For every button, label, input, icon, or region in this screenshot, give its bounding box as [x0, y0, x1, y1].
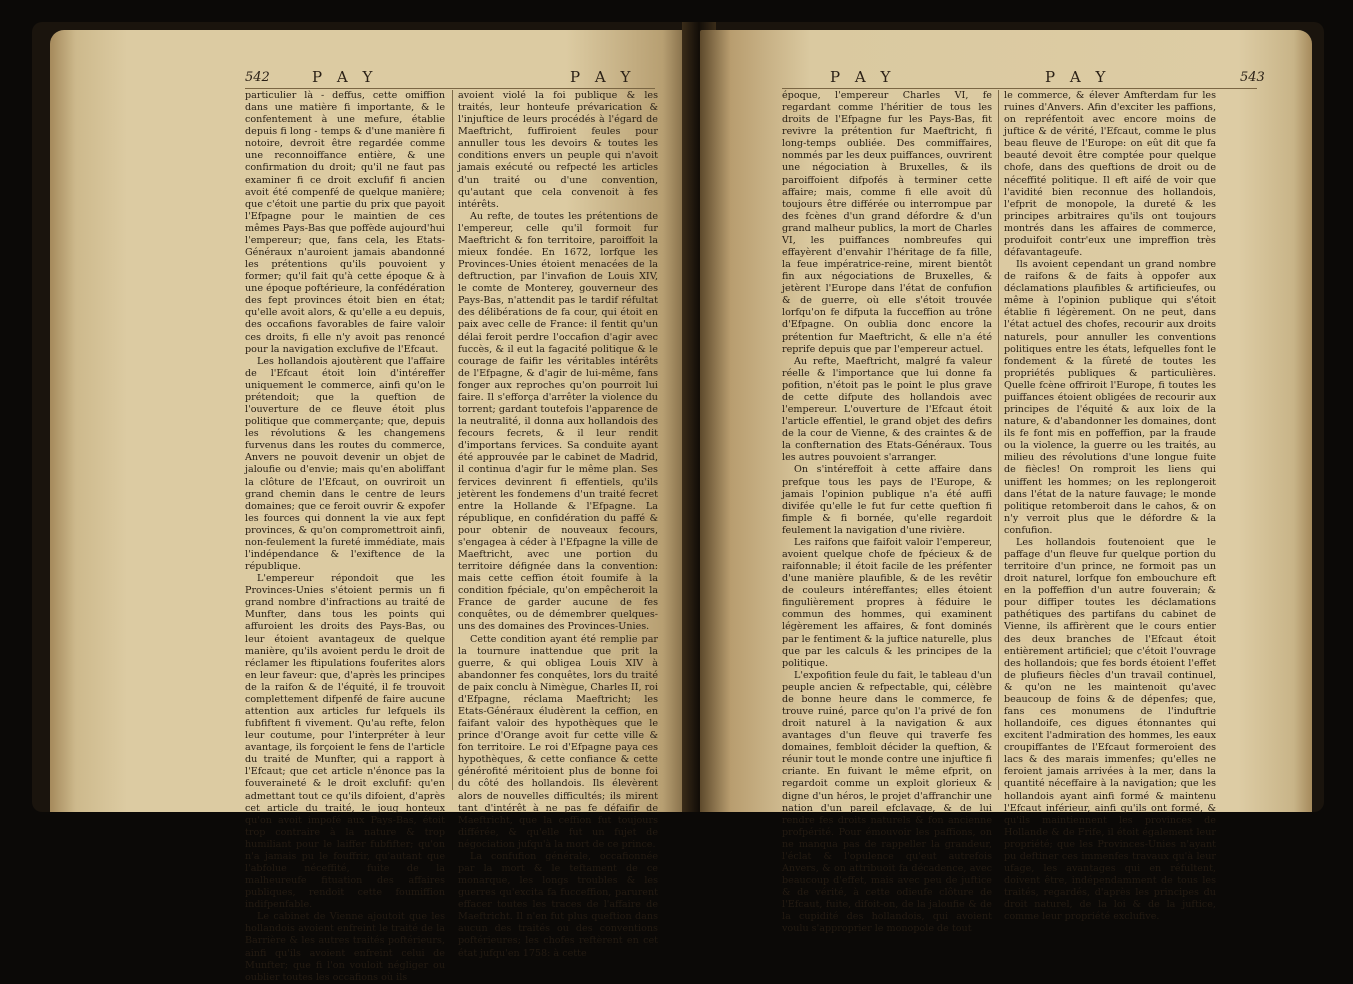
running-head: P A Y	[1045, 68, 1111, 86]
paragraph: On s'intéreffoit à cette affaire dans prefque tous les pays de l'Europe, & jamais l'opinion publique n'a été auffi divifée qu'elle le fut fur cette queftion fi fimple & fi bornée, qu'elle regardoit feulement la navigation d'une rivière.	[782, 464, 992, 536]
paragraph: avoient violé la foi publique & les traités, leur honteufe prévarication & l'injuftice de leurs procédés à l'égard de Maeftricht, fuffiroient feules pour annuller tous les devoirs & toutes les conditions envers un peuple qui n'avoit jamais exécuté ou refpecté les articles d'un traité ou d'une convention, qu'autant que cela convenoit à fes intérêts.	[458, 90, 658, 210]
paragraph: Les hollandois ajoutèrent que l'affaire de l'Efcaut étoit loin d'intéreffer uniquement le commerce, ainfi qu'on le prétendoit; que la queftion de l'ouverture de ce fleuve étoit plus politique que commerçante; que, depuis les révolutions & les changemens furvenus dans les routes du commerce, Anvers ne pouvoit devenir un objet de jaloufie ou d'envie; mais qu'en aboliffant la clôture de l'Efcaut, on ouvriroit un grand chemin dans le centre de leurs domaines; que ce feroit ouvrir & expofer les fources qui donnent la vie aux fept provinces, & qu'on compromettroit ainfi, non-feulement la fureté immédiate, mais l'indépendance & l'exiftence de la république.	[245, 355, 445, 573]
page-number: 543	[1240, 70, 1265, 85]
paragraph: L'empereur répondoit que les Provinces-Unies s'étoient permis un fi grand nombre d'infractions au traité de Munfter, dans tous les points qui affuroient les droits des Pays-Bas, ou leur étoient avantageux de quelque manière, qu'ils avoient perdu le droit de réclamer les ftipulations fouferites alors en leur faveur: que, d'après les principes de la raifon & de l'équité, il fe trouvoit complettement difpenfé de faire aucune attention aux articles fur lefquels ils fubfiftent fi vivement. Qu'au refte, felon leur coutume, pour l'interpréter à leur avantage, ils forçoient le fens de l'article du traité de Munfter, qui a rapport à l'Efcaut; que cet article n'énonce pas la fouveraineté & le droit exclufif: qu'en admettant tout ce qu'ils difoient, d'après cet article du traité, le joug honteux qu'on avoit impofé aux Pays-Bas, étoit trop contraire à la nature & trop humiliant pour le laiffer fubfifter; qu'on n'a jamais pu le fouffrir, qu'autant que l'abfolue néceffité, fuite de la malheureufe fituation des affaires publiques, rendoit cette foumiffion indifpenfable.	[245, 573, 445, 911]
text-column	[245, 90, 445, 983]
text-column	[1004, 90, 1216, 923]
column-rule	[452, 90, 453, 790]
paragraph: L'expofition feule du fait, le tableau d'un peuple ancien & refpectable, qui, célèbre de bonne heure dans le commerce, fe trouve ruiné, parce qu'on l'a privé de fon droit naturel à la navigation & aux avantages d'un fleuve qui traverfe fes domaines, fembloit décider la queftion, & réunir tout le monde contre une injuftice fi criante. En fuivant le même efprit, on regardoit comme un exploit glorieux & digne d'un héros, le projet d'affranchir une nation d'un pareil efclavage, & de lui rendre fes droits naturels & fon ancienne profpérité. Pour émouvoir les paffions, on ne manqua pas de rappeller la grandeur, l'éclat & l'opulence qu'eut autrefois Anvers, & on attribuoit fa décadence, avec beaucoup d'effet, mais avec peu de juftice & de vérité, à cette odieufe clôture de l'Efcaut, fuite, difoit-on, de la jaloufie & de la cupidité des hollandois, qui avoient voulu s'approprier le monopole de tout	[782, 669, 992, 935]
paragraph: le commerce, & élever Amfterdam fur les ruines d'Anvers. Afin d'exciter les paffions, on repréfentoit avec encore moins de juftice & de vérité, l'Efcaut, comme le plus beau fleuve de l'Europe: on eût dit que fa beauté devoit être comptée pour quelque chofe, dans des queftions de droit ou de néceffité politique. Il eft aifé de voir que l'avidité bien reconnue des hollandois, l'efprit de monopole, la dureté & les principes arbitraires qu'ils ont toujours montrés dans les affaires de commerce, produifoit contr'eux une impreffion très défavantageufe.	[1004, 90, 1216, 259]
paragraph: particulier là - deffus, cette omiffion dans une matière fi importante, & le confentement à une mefure, établie depuis fi long - temps & d'une manière fi notoire, devroit être regardée comme une reconnoiffance entière, & une confirmation du droit; qu'il ne faut pas examiner fi ce droit exclufif fi ancien avoit été compenfé de quelque manière; que c'étoit une partie du prix que payoit l'Efpagne pour le maintien de ces mêmes Pays-Bas que poffède aujourd'hui l'empereur; que, fans cela, les Etats-Généraux n'auroient jamais abandonné les prétentions qu'ils pouvoient y former; qu'il fait qu'à cette époque & à une époque poftérieure, la confédération des fept provinces étoit bien en état; qu'elle avoit alors, & qu'elle a eu depuis, des occafions favorables de faire valoir ces droits, fi elle n'y avoit pas renoncé pour la navigation exclufive de l'Efcaut.	[245, 90, 445, 355]
paragraph: Cette condition ayant été remplie par la tournure inattendue que prit la guerre, & qui obligea Louis XIV à abandonner fes conquêtes, lors du traité de paix conclu à Nimègue, Charles II, roi d'Efpagne, réclama Maeftricht; les Etats-Généraux éludèrent la ceffion, en faifant valoir des hypothèques que le prince d'Orange avoit fur cette ville & fon territoire. Le roi d'Efpagne paya ces hypothèques, & cette confiance & cette générofité méritoient plus de bonne foi du côté des hollandois. Ils élevèrent alors de nouvelles difficultés; ils mirent tant d'intérêt à ne pas fe défaifir de Maeftricht, que la ceffion fut toujours différée, & qu'elle fut un fujet de négociation jufqu'à la mort de ce prince.	[458, 633, 659, 850]
page-number: 542	[245, 70, 270, 85]
paragraph: La confufion générale, occafionnée par la mort & le teftament de ce monarque, les longs troubles & les guerres qu'excita fa fucceffion, parurent effacer toutes les traces de l'affaire de Maeftricht. Il n'en fut plus queftion dans aucun des traités ou des conventions poftérieures; les chofes reftèrent en cet état jufqu'en 1758: à cette	[458, 850, 658, 959]
paragraph: Le cabinet de Vienne ajoutoit que les hollandois avoient enfreint le traité de la Barrière & les autres traités poftérieurs, ainfi qu'ils avoient enfreint celui de Munfter; que fi l'on vouloit négliger ou oublier toutes les occafions où ils	[245, 911, 445, 983]
paragraph: Les hollandois foutenoient que le paffage d'un fleuve fur quelque portion du territoire d'un prince, ne formoit pas un droit naturel, lorfque fon embouchure eft en la poffeffion d'un autre fouverain; & pour diffiper toutes les déclamations pathétiques des partifans du cabinet de Vienne, ils affirèrent que le cours entier des deux branches de l'Efcaut étoit entièrement artificiel; que c'étoit l'ouvrage des hollandois; que fes bords étoient l'effet de plufieurs fiècles d'un travail continuel, & qu'on ne les maintenoit qu'avec beaucoup de foins & de dépenfes; que, fans ces monumens de l'induftrie hollandoife, ces digues étonnantes qui excitent l'admiration des hommes, les eaux croupiffantes de l'Efcaut formeroient des lacs & des marais immenfes; qu'elles ne feroient jamais arrivées à la mer, dans la quantité néceffaire à la navigation; que les hollandois ayant ainfi formé & maintenu l'Efcaut inférieur, ainfi qu'ils ont formé, & qu'ils maintiennent les provinces de Hollande & de Frife, il étoit également leur propriété; que les Provinces-Unies n'ayant pu deftiner ces immenfes travaux qu'à leur ufage, les avantages qui en réfultent, doivent être, indépendamment de tous les traités, regardés, d'après les principes du droit naturel, de la loi & de la juftice, comme leur propriété exclufive.	[1004, 536, 1216, 923]
text-column	[458, 90, 659, 959]
right-page	[700, 30, 1312, 935]
text-column	[782, 90, 992, 935]
paragraph: Les raifons que faifoit valoir l'empereur, avoient quelque chofe de fpécieux & de raifonnable; il étoit facile de les préfenter d'une manière plaufible, & de les revêtir de couleurs intéreffantes; elles étoient fingulièrement propres à féduire le commun des hommes, qui examinent légèrement les affaires, & font dominés par le fentiment & la juftice naturelle, plus que par les calculs & les principes de la politique.	[782, 536, 992, 669]
running-head: P A Y	[830, 68, 896, 86]
header-rule	[245, 88, 655, 89]
left-page	[50, 30, 695, 983]
header-rule	[782, 88, 1257, 89]
running-head: P A Y	[570, 68, 636, 86]
open-book	[32, 22, 1324, 983]
paragraph: époque, l'empereur Charles VI, fe regardant comme l'héritier de tous les droits de l'Efpagne fur les Pays-Bas, fit revivre la prétention fur Maeftricht, fi long-temps oubliée. Des commiffaires, nommés par les deux puiffances, ouvrirent une négociation à Bruxelles, & ils paroiffoient difpofés à terminer cette affaire; mais, comme fi elle avoit dû toujours être différée ou interrompue par des fcènes d'un grand défordre & d'un grand malheur publics, la mort de Charles VI, les puiffances nombreufes qui effayèrent d'envahir l'héritage de fa fille, la feue impératrice-reine, mirent bientôt fin aux négociations de Bruxelles, & jetèrent l'Europe dans l'état de confufion & de guerre, où elle s'étoit trouvée lorfqu'on fe difputa la fucceffion au trône d'Efpagne. On oublia donc encore la prétention fur Maeftricht, & elle n'a été reprife depuis que par l'empereur actuel.	[782, 90, 992, 355]
paragraph: Au refte, de toutes les prétentions de l'empereur, celle qu'il formoit fur Maeftricht & fon territoire, paroiffoit la mieux fondée. En 1672, lorfque les Provinces-Unies étoient menacées de la deftruction, par l'invafion de Louis XIV, le comte de Monterey, gouverneur des Pays-Bas, n'attendit pas le tardif réfultat des délibérations de fa cour, qui étoit en paix avec celle de France: il fentit qu'un délai feroit perdre l'occafion d'agir avec fuccès, & il eut la fagacité politique & le courage de faifir les véritables intérêts de l'Efpagne, & d'agir de lui-même, fans fonger aux reproches qu'on pourroit lui faire. Il s'efforça d'arrêter la violence du torrent; gardant toutefois l'apparence de la neutralité, il donna aux hollandois des fecours fecrets, & il leur rendit d'importans fervices. Sa conduite ayant été approuvée par le cabinet de Madrid, il continua d'agir fur le même plan. Ses fervices devinrent fi effentiels, qu'ils jetèrent les fondemens d'un traité fecret entre la Hollande & l'Efpagne. La république, en confidération du paffé & pour obtenir de nouveaux fecours, s'engagea à céder à l'Efpagne la ville de Maeftricht, avec une portion du territoire défignée dans la convention: mais cette ceffion étoit foumife à la condition fpéciale, qu'on empêcheroit la France de garder aucune de fes conquêtes, ou de démembrer quelques-uns des domaines des Provinces-Unies.	[458, 210, 658, 633]
paragraph: Au refte, Maeftricht, malgré fa valeur réelle & l'importance que lui donne fa pofition, n'étoit pas le point le plus grave de cette difpute des hollandois avec l'empereur. L'ouverture de l'Efcaut étoit l'article effentiel, le grand objet des defirs de la cour de Vienne, & des craintes & de la confternation des Etats-Généraux. Tous les autres pouvoient s'arranger.	[782, 355, 992, 464]
running-head: P A Y	[312, 68, 378, 86]
column-rule	[998, 90, 999, 790]
paragraph: Ils avoient cependant un grand nombre de raifons & de faits à oppofer aux déclamations plaufibles & artificieufes, ou même à l'opinion publique qui s'étoit établie fi légèrement. On ne peut, dans l'état actuel des chofes, recourir aux droits naturels, pour annuller les conventions politiques entre les états, lefquelles font le fondement & la fûreté de toutes les propriétés publiques & particulières. Quelle fcène offriroit l'Europe, fi toutes les puiffances étoient obligées de recourir aux principes de l'équité & aux loix de la nature, & d'abandonner les domaines, dont ils fe font mis en poffeffion, par la fraude ou la violence, la guerre ou les traités, au milieu des révolutions d'une longue fuite de fiècles! On romproit les liens qui uniffent les hommes; on les replongeroit dans l'état de la nature fauvage; le monde politique retomberoit dans le cahos, & on n'y verroit plus que le défordre & la confufion.	[1004, 259, 1216, 536]
